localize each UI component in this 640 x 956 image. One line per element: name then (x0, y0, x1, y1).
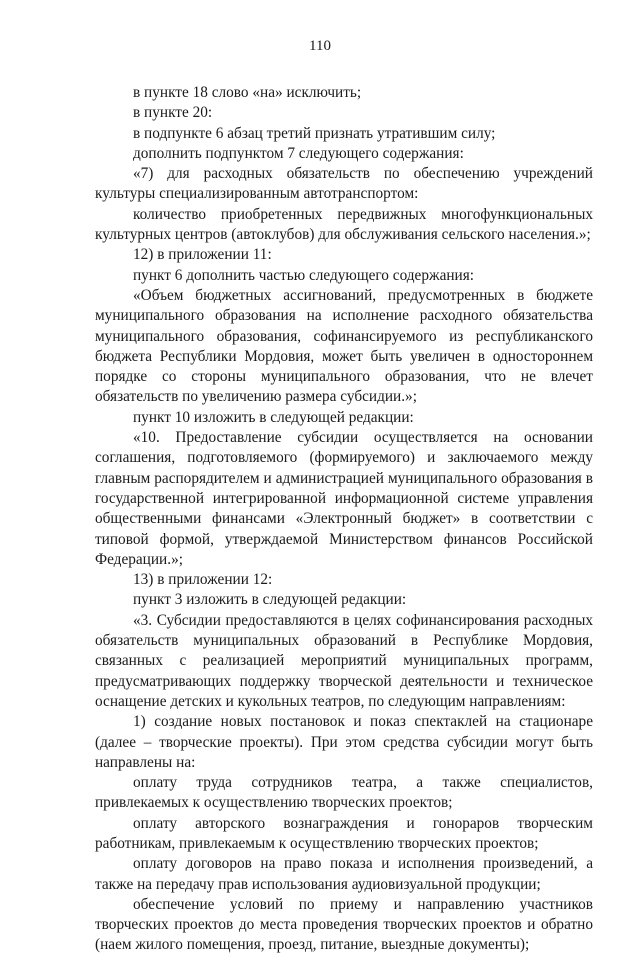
paragraph: 13) в приложении 12: (133, 571, 273, 589)
paragraph: пункт 10 изложить в следующей редакции: (133, 408, 414, 426)
paragraph: в подпункте 6 абзац третий признать утратившим силу; (133, 124, 496, 142)
paragraph: «3. Субсидии предоставляются в целях софинансирования расходных обязательств муниципальных образований в Республике Мордовия, связанных с реализацией мероприятий муниципальных программ, предусматривающих поддержку творческой деятельности и техническое оснащение детских и кукольных театров, по следующим направлениям: (95, 611, 593, 710)
paragraph: в пункте 18 слово «на» исключить; (133, 84, 362, 101)
paragraph: количество приобретенных передвижных многофункциональных культурных центров (автоклубов) для обслуживания сельского населения.»; (95, 205, 593, 244)
paragraph: в пункте 20: (133, 104, 213, 122)
paragraph: оплату труда сотрудников театра, а также специалистов, привлекаемых к осуществлению творческих проектов; (95, 774, 593, 812)
document-body (95, 83, 593, 956)
paragraph: оплату договоров на право показа и исполнения произведений, а также на передачу прав использования аудиовизуальной продукции; (95, 855, 593, 893)
paragraph: оплату авторского вознаграждения и гонораров творческим работникам, привлекаемым к осуществлению творческих проектов; (95, 814, 593, 852)
paragraph: 12) в приложении 11: (133, 246, 272, 264)
paragraph: «7) для расходных обязательств по обеспечению учреждений культуры специализированным автотранспортом: (95, 165, 593, 203)
paragraph: «Объем бюджетных ассигнований, предусмотренных в бюджете муниципального образования на исполнение расходного обязательства муниципального образования, софинансируемого из республиканского бюджета Республики Мордовия, может быть увеличен в одностороннем порядке со стороны муниципального образования, что не влечет обязательств по увеличению размера субсидии.»; (95, 286, 593, 406)
paragraph: пункт 3 изложить в следующей редакции: (133, 591, 407, 609)
paragraph: дополнить подпунктом 7 следующего содержания: (133, 144, 464, 162)
paragraph: «10. Предоставление субсидии осуществляется на основании соглашения, подготовляемого (формируемого) и заключаемого между главным распорядителем и администрацией муниципального образования в государственной интегрированной информационной системе управления общественными финансами «Электронный бюджет» в соответствии с типовой формой, утверждаемой Министерством финансов Российской Федерации.»; (95, 429, 593, 568)
paragraph: обеспечение условий по приему и направлению участников творческих проектов до места проведения творческих проектов и обратно (наем жилого помещения, проезд, питание, выездные документы); (95, 895, 593, 954)
paragraph: 1) создание новых постановок и показ спектаклей на стационаре (далее – творческие проекты). При этом средства субсидии могут быть направлены на: (95, 713, 593, 771)
page-number: 110 (309, 38, 331, 54)
paragraph: пункт 6 дополнить частью следующего содержания: (133, 266, 475, 284)
